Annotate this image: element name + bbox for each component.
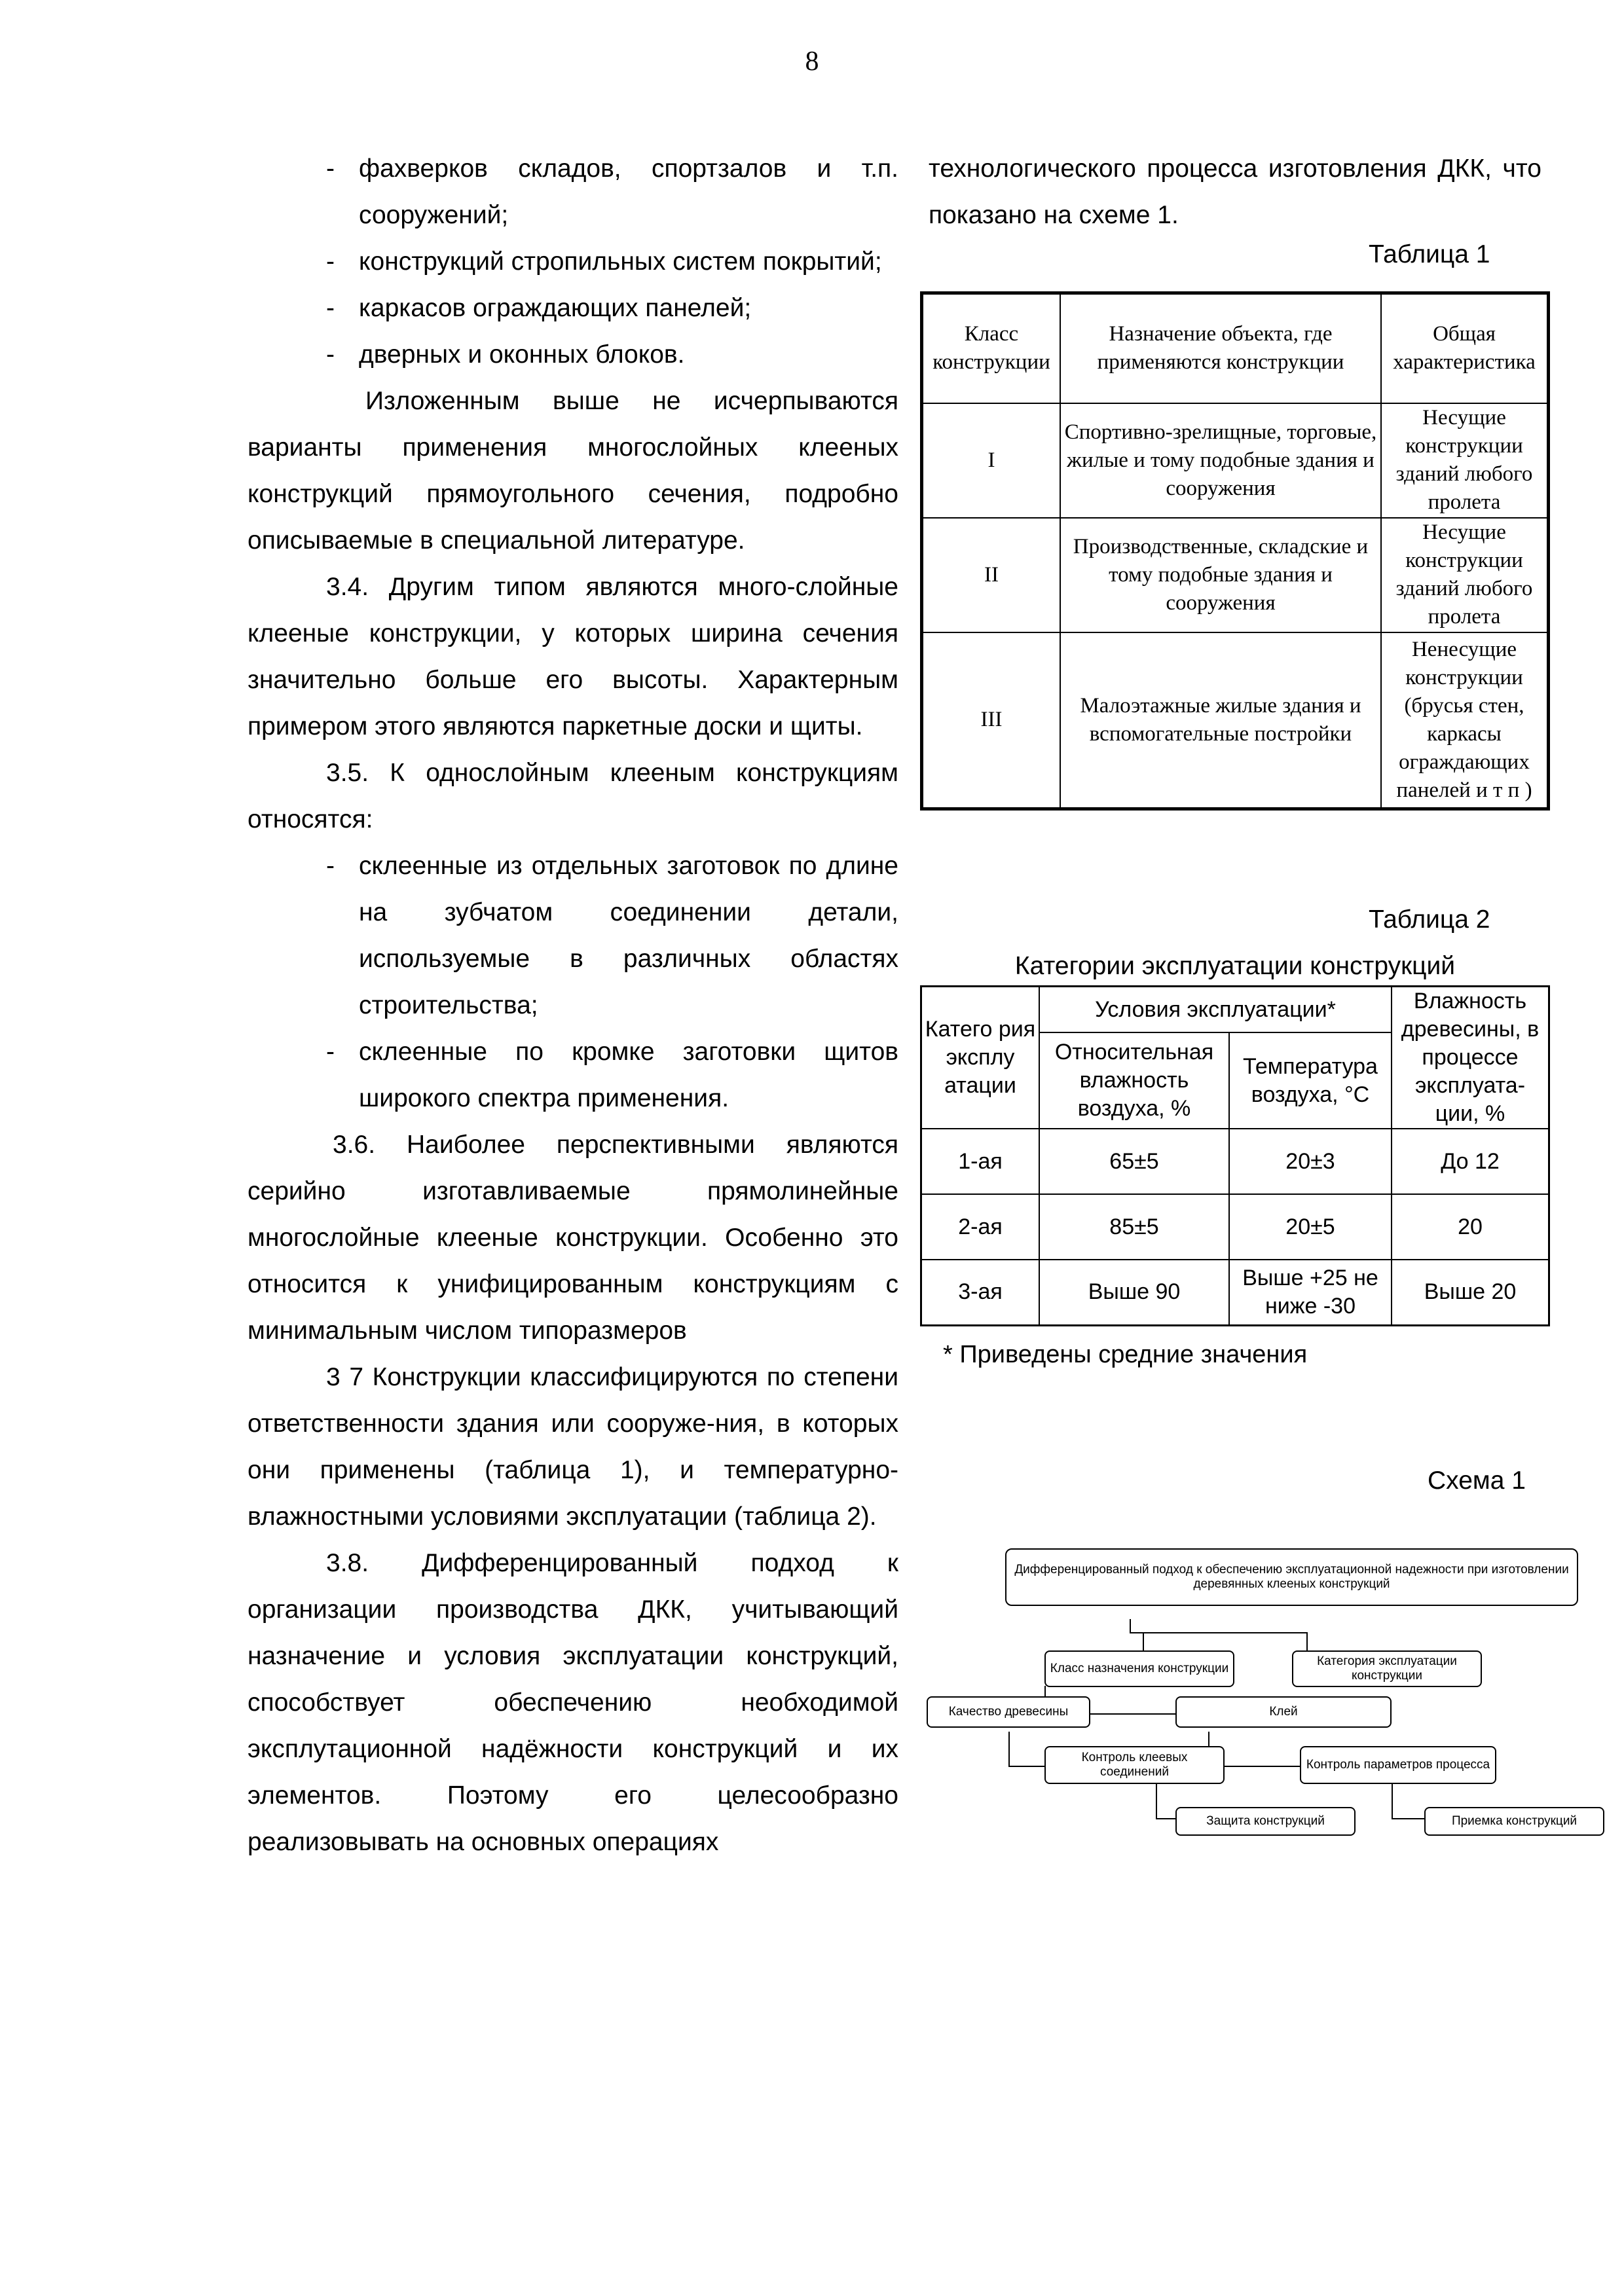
scheme-node-protection: Защита конструкций bbox=[1175, 1807, 1356, 1836]
scheme-node-glue: Клей bbox=[1175, 1696, 1392, 1728]
page-number: 8 bbox=[805, 46, 819, 77]
list-item: - склеенные из отдельных заготовок по длине на зубчатом соединении детали, используемые в различных областях строительства; bbox=[248, 843, 898, 1029]
table-cell: 2-ая bbox=[921, 1194, 1040, 1260]
list-item: - каркасов ограждающих панелей; bbox=[248, 285, 898, 331]
table-header: Общая характеристика bbox=[1381, 293, 1549, 403]
scheme-caption: Схема 1 bbox=[1428, 1467, 1526, 1495]
table-cell: 1-ая bbox=[921, 1129, 1040, 1194]
table2-title: Категории эксплуатации конструкций bbox=[1014, 952, 1456, 980]
table-cell: Спортивно-зрелищные, торговые, жилые и тому подобные здания и сооружения bbox=[1060, 403, 1381, 518]
table-2 bbox=[920, 985, 1550, 1326]
list-item: - дверных и оконных блоков. bbox=[248, 331, 898, 378]
table-row bbox=[921, 1129, 1549, 1194]
list-item-text: склеенные из отдельных заготовок по длине на зубчатом соединении детали, используемые в различных областях строительства; bbox=[359, 852, 898, 1019]
table-header: Относительная влажность воздуха, % bbox=[1039, 1032, 1229, 1129]
paragraph-3-4: 3.4. Другим типом являются много-слойные клееные конструкции, у которых ширина сечения значительно больше его высоты. Характерным примером этого являются паркетные доски и щиты. bbox=[248, 573, 898, 740]
scheme-node-category: Категория эксплуатации конструкции bbox=[1292, 1650, 1482, 1687]
table-cell: Ненесущие конструкции (брусья стен, каркасы ограждающих панелей и т п ) bbox=[1381, 632, 1549, 809]
left-column bbox=[248, 145, 898, 1865]
list-item: - склеенные по кромке заготовки щитов широкого спектра применения. bbox=[248, 1029, 898, 1121]
scheme-1-diagram bbox=[913, 1542, 1578, 1843]
table-cell: Производственные, складские и тому подобные здания и сооружения bbox=[1060, 518, 1381, 632]
table-cell: 65±5 bbox=[1039, 1129, 1229, 1194]
paragraph-3-7: 3 7 Конструкции классифицируются по степени ответственности здания или сооруже-ния, в которых они применены (таблица 1), и температурно-влажностными условиями эксплуатации (таблица 2). bbox=[248, 1363, 898, 1531]
table2-caption: Таблица 2 bbox=[1369, 905, 1490, 934]
table-cell: Выше 20 bbox=[1392, 1260, 1549, 1325]
table-header: Класс конструкции bbox=[922, 293, 1061, 403]
scheme-node-process-control: Контроль параметров процесса bbox=[1300, 1746, 1496, 1784]
list-item-text: фахверков складов, спортзалов и т.п. сооружений; bbox=[359, 155, 898, 229]
table2-note: * Приведены средние значения bbox=[943, 1341, 1308, 1368]
table-cell: 20 bbox=[1392, 1194, 1549, 1260]
list-item: - фахверков складов, спортзалов и т.п. сооружений; bbox=[248, 145, 898, 238]
paragraph-3-8: 3.8. Дифференцированный подход к организации производства ДКК, учитывающий назначение и условия эксплуатации конструкций, способствует обеспечению необходимой эксплутационной надёжности конструкций и их элементов. Поэтому его целесообразно реализовывать на основных операциях bbox=[248, 1549, 898, 1856]
table-cell: 3-ая bbox=[921, 1260, 1040, 1325]
table-cell: 85±5 bbox=[1039, 1194, 1229, 1260]
table-header: Влажность древесины, в процессе эксплуата-ции, % bbox=[1392, 987, 1549, 1129]
paragraph: Изложенным выше не исчерпываются варианты применения многослойных клееных конструкций прямоугольного сечения, подробно описываемые в специальной литературе. bbox=[248, 387, 898, 555]
table-header: Температура воздуха, °С bbox=[1229, 1032, 1392, 1129]
table-cell: До 12 bbox=[1392, 1129, 1549, 1194]
list-item-text: склеенные по кромке заготовки щитов широкого спектра применения. bbox=[359, 1038, 898, 1112]
table-header: Назначение объекта, где применяются конструкции bbox=[1060, 293, 1381, 403]
table-cell: II bbox=[922, 518, 1061, 632]
table-cell: Малоэтажные жилые здания и вспомогательные постройки bbox=[1060, 632, 1381, 809]
scheme-node-joint-control: Контроль клеевых соединений bbox=[1044, 1746, 1225, 1784]
table-header-row bbox=[922, 293, 1549, 403]
table-row bbox=[921, 1260, 1549, 1325]
paragraph-3-5: 3.5. К однослойным клееным конструкциям относятся: bbox=[248, 759, 898, 833]
scheme-node-class: Класс назначения конструкции bbox=[1044, 1650, 1234, 1687]
table-header: Условия эксплуатации* bbox=[1039, 987, 1392, 1033]
table-header: Катего рия эксплу атации bbox=[921, 987, 1040, 1129]
table-cell: Несущие конструкции зданий любого пролета bbox=[1381, 403, 1549, 518]
table-cell: 20±5 bbox=[1229, 1194, 1392, 1260]
list-item-text: дверных и оконных блоков. bbox=[359, 340, 685, 369]
table-cell: Выше 90 bbox=[1039, 1260, 1229, 1325]
table-cell: 20±3 bbox=[1229, 1129, 1392, 1194]
table-cell: Несущие конструкции зданий любого пролета bbox=[1381, 518, 1549, 632]
table-cell: I bbox=[922, 403, 1061, 518]
table-cell: III bbox=[922, 632, 1061, 809]
list-item-text: конструкций стропильных систем покрытий; bbox=[359, 247, 882, 276]
scheme-node-top: Дифференцированный подход к обеспечению эксплуатационной надежности при изготовлении деревянных клееных конструкций bbox=[1005, 1548, 1578, 1606]
table-cell: Выше +25 не ниже -30 bbox=[1229, 1260, 1392, 1325]
scheme-node-wood-quality: Качество древесины bbox=[927, 1696, 1090, 1728]
table-row bbox=[921, 1194, 1549, 1260]
paragraph-continuation: технологического процесса изготовления ДКК, что показано на схеме 1. bbox=[929, 155, 1541, 229]
paragraph-3-6: 3.6. Наиболее перспективными являются серийно изготавливаемые прямолинейные многослойные клееные конструкции. Особенно это относится к унифицированным конструкциям с минимальным числом типоразмеров bbox=[248, 1131, 898, 1345]
right-column bbox=[929, 145, 1541, 238]
table-header-row bbox=[921, 987, 1549, 1033]
table1-caption: Таблица 1 bbox=[1369, 240, 1490, 268]
table-row bbox=[922, 518, 1549, 632]
scheme-node-acceptance: Приемка конструкций bbox=[1424, 1807, 1604, 1836]
list-item-text: каркасов ограждающих панелей; bbox=[359, 294, 752, 322]
table-row bbox=[922, 403, 1549, 518]
table-1 bbox=[920, 291, 1550, 811]
table-row bbox=[922, 632, 1549, 809]
list-item: - конструкций стропильных систем покрытий; bbox=[248, 238, 898, 285]
